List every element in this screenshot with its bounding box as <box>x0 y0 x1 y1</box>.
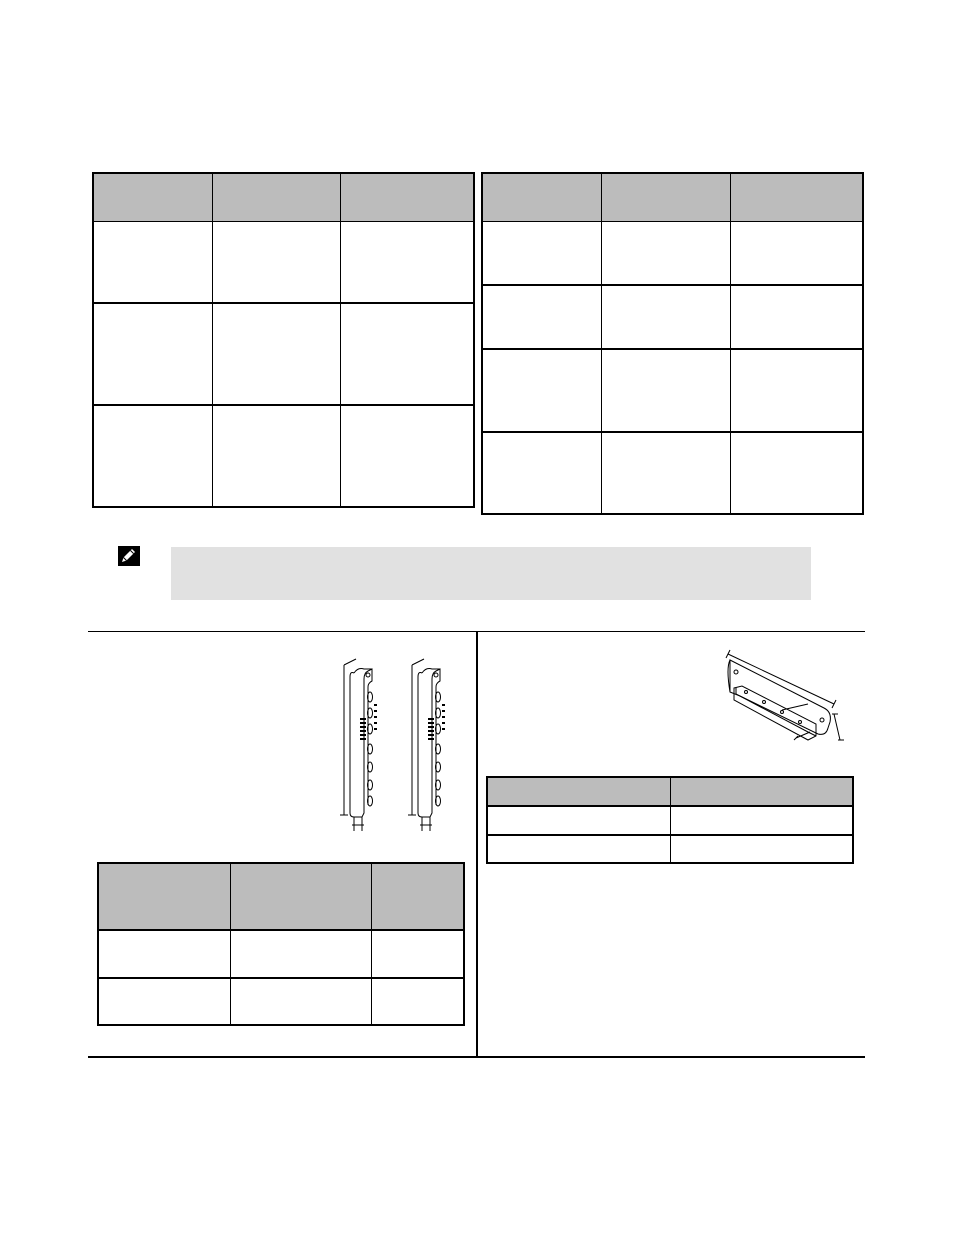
table-row <box>482 432 863 514</box>
header-cell <box>230 863 371 930</box>
table-cell <box>371 978 464 1025</box>
table-row <box>98 978 464 1025</box>
brackets-table <box>486 776 854 864</box>
table-cell <box>482 285 601 349</box>
note-box <box>171 547 811 600</box>
table-row <box>482 285 863 349</box>
table-cell <box>670 835 853 863</box>
mounting-bracket-illustration <box>712 648 860 750</box>
table-cell <box>670 806 853 835</box>
table-cell <box>98 930 230 978</box>
table-row <box>98 930 464 978</box>
top-left-table <box>92 172 475 508</box>
table-cell <box>230 978 371 1025</box>
table-row <box>93 221 474 303</box>
header-cell <box>487 777 670 806</box>
table-cell <box>340 221 474 303</box>
top-right-table <box>481 172 864 515</box>
table-header-row <box>93 173 474 221</box>
header-cell <box>93 173 212 221</box>
table-cell <box>93 221 212 303</box>
rack-rails-illustration <box>328 655 462 833</box>
table-cell <box>212 303 340 405</box>
table-cell <box>482 349 601 432</box>
pencil-note-icon <box>117 545 141 567</box>
table-cell <box>601 221 730 285</box>
table-cell <box>601 432 730 514</box>
table-cell <box>98 978 230 1025</box>
table-cell <box>730 285 863 349</box>
table-cell <box>371 930 464 978</box>
table-row <box>93 303 474 405</box>
header-cell <box>601 173 730 221</box>
table-cell <box>730 432 863 514</box>
table-cell <box>730 221 863 285</box>
header-cell <box>670 777 853 806</box>
header-cell <box>482 173 601 221</box>
table-cell <box>482 221 601 285</box>
table-header-row <box>98 863 464 930</box>
header-cell <box>212 173 340 221</box>
rails-table <box>97 862 465 1026</box>
header-cell <box>98 863 230 930</box>
table-cell <box>487 835 670 863</box>
table-cell <box>212 221 340 303</box>
table-cell <box>212 405 340 507</box>
table-header-row <box>482 173 863 221</box>
section-divider-vertical <box>476 632 478 1056</box>
table-cell <box>93 405 212 507</box>
header-cell <box>371 863 464 930</box>
table-row <box>482 221 863 285</box>
table-header-row <box>487 777 853 806</box>
table-cell <box>487 806 670 835</box>
table-row <box>487 806 853 835</box>
table-cell <box>730 349 863 432</box>
table-cell <box>93 303 212 405</box>
table-cell <box>340 303 474 405</box>
section-divider-bottom <box>88 1056 865 1058</box>
table-cell <box>482 432 601 514</box>
header-cell <box>340 173 474 221</box>
table-cell <box>601 285 730 349</box>
header-cell <box>730 173 863 221</box>
table-row <box>482 349 863 432</box>
table-cell <box>601 349 730 432</box>
table-cell <box>340 405 474 507</box>
table-cell <box>230 930 371 978</box>
table-row <box>487 835 853 863</box>
table-row <box>93 405 474 507</box>
